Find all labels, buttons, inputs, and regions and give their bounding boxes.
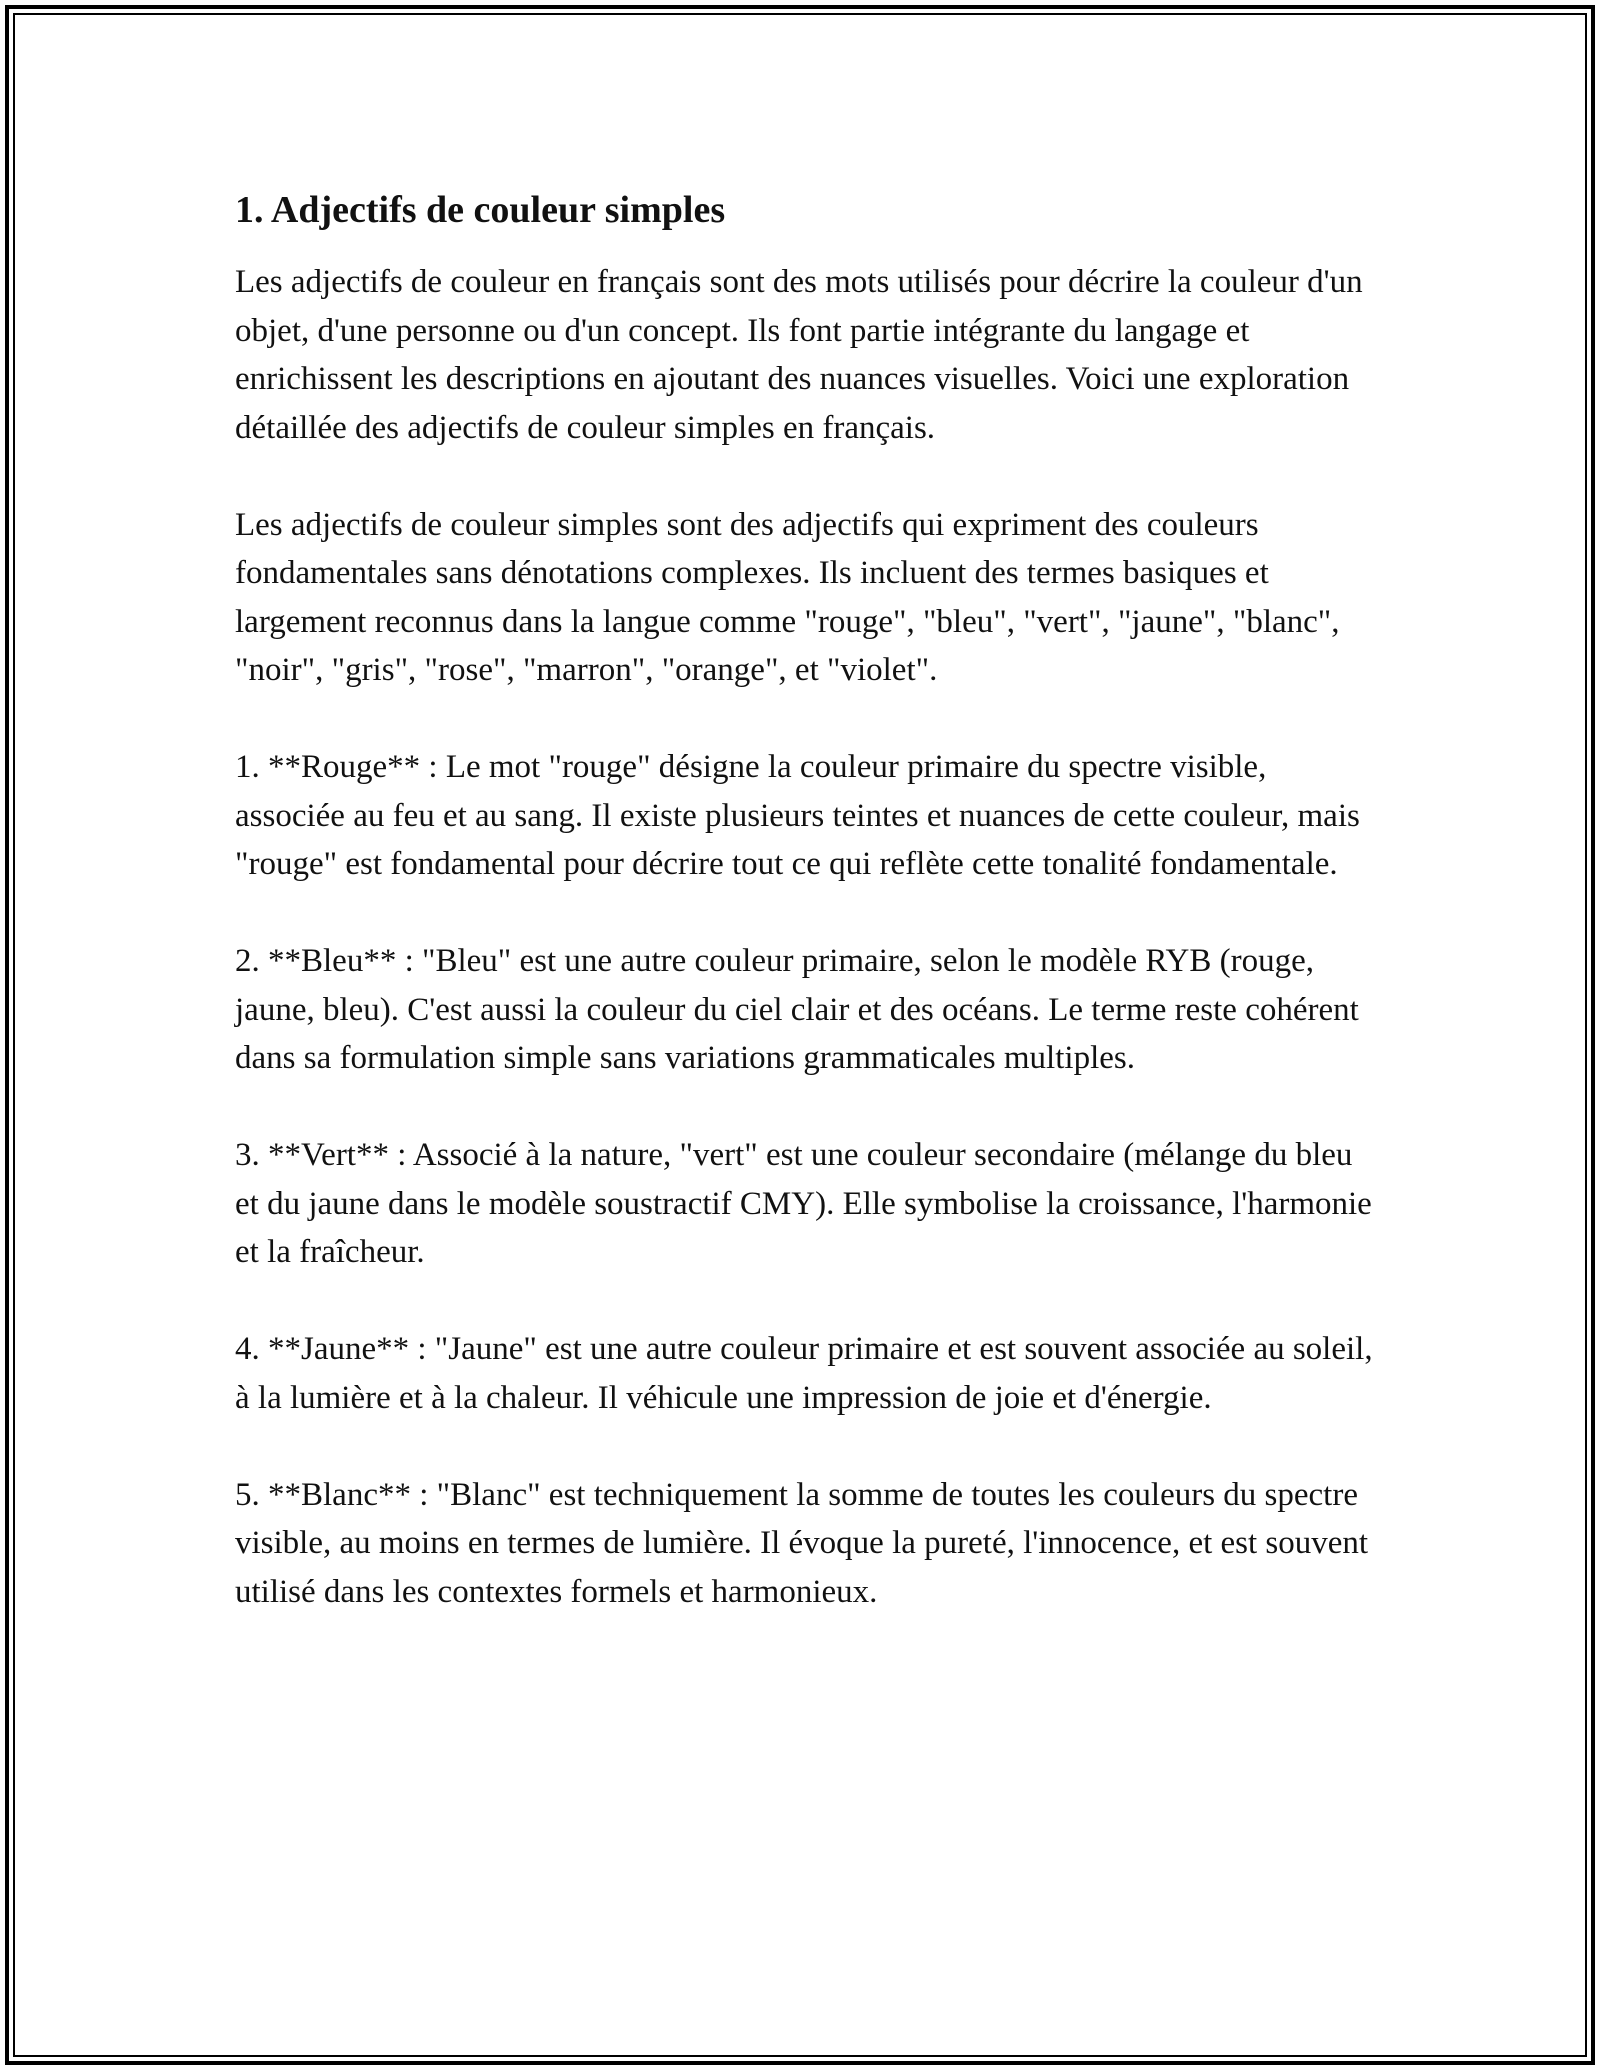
document-title: 1. Adjectifs de couleur simples: [235, 189, 726, 231]
list-item-bleu: 2. **Bleu** : "Bleu" est une autre couleur primaire, selon le modèle RYB (rouge, jaune, bleu). C'est aussi la couleur du ciel clair et des océans. Le terme reste cohérent dans sa formulation simple sans variations grammaticales multiples.: [235, 943, 1359, 1076]
definition-paragraph: Les adjectifs de couleur simples sont des adjectifs qui expriment des couleurs fondamentales sans dénotations complexes. Ils incluent des termes basiques et largement reconnus dans la langue comme "rouge", "bleu", "vert", "jaune", "blanc", "noir", "gris", "rose", "marron", "orange", et "violet".: [235, 506, 1340, 688]
list-item-vert: 3. **Vert** : Associé à la nature, "vert" est une couleur secondaire (mélange du bleu et du jaune dans le modèle soustractif CMY). Elle symbolise la croissance, l'harmonie et la fraîcheur.: [235, 1137, 1372, 1270]
list-item-blanc: 5. **Blanc** : "Blanc" est techniquement la somme de toutes les couleurs du spectre visible, au moins en termes de lumière. Il évoque la pureté, l'innocence, et est souvent utilisé dans les contextes formels et harmonieux.: [235, 1476, 1369, 1610]
list-item-rouge: 1. **Rouge** : Le mot "rouge" désigne la couleur primaire du spectre visible, associée au feu et au sang. Il existe plusieurs teintes et nuances de cette couleur, mais "rouge" est fondamental pour décrire tout ce qui reflète cette tonalité fondamentale.: [235, 749, 1360, 882]
list-item-jaune: 4. **Jaune** : "Jaune" est une autre couleur primaire et est souvent associée au soleil, à la lumière et à la chaleur. Il véhicule une impression de joie et d'énergie.: [235, 1331, 1373, 1416]
intro-paragraph: Les adjectifs de couleur en français sont des mots utilisés pour décrire la couleur d'un objet, d'une personne ou d'un concept. Ils font partie intégrante du langage et enrichissent les descriptions en ajoutant des nuances visuelles. Voici une exploration détaillée des adjectifs de couleur simples en français.: [235, 264, 1363, 446]
document-body: [235, 186, 1375, 1665]
